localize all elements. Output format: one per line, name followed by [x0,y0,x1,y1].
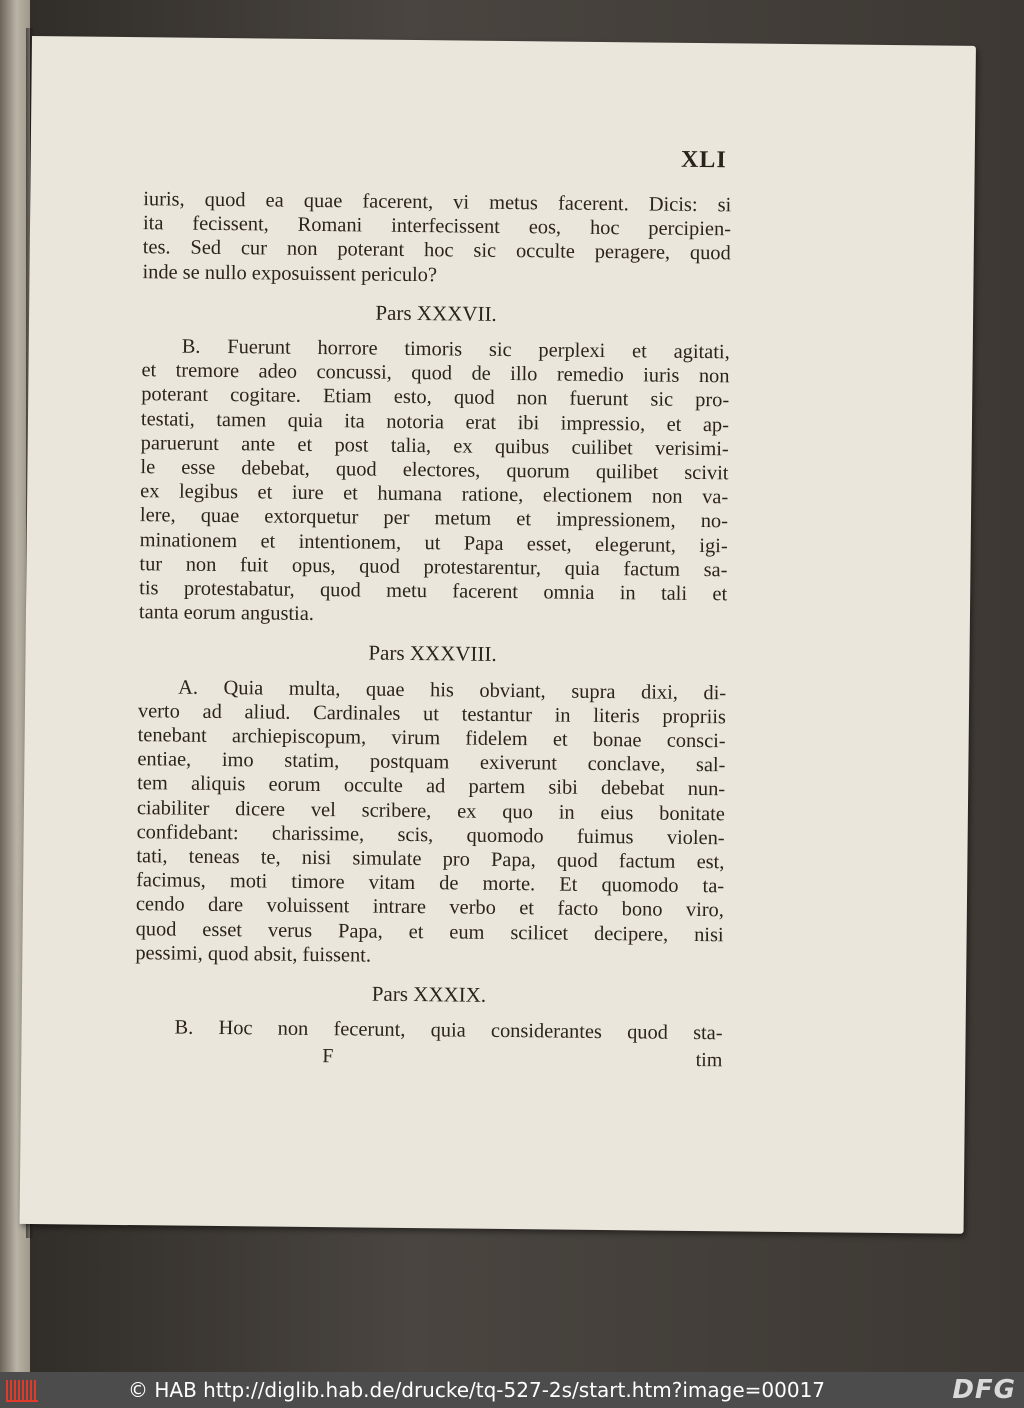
text-line: B. Hoc non fecerunt, quia considerantes quod sta- [174,1016,723,1045]
text-line: pessimi, quod absit, fuissent. [135,942,372,967]
text-line: tis protestabatur, quod metu facerent omnia in tali et [139,577,728,606]
section-heading: Pars XXXVIII. [368,641,497,667]
text-line: cendo dare voluissent intrare verbo et facto bono viro, [135,893,724,922]
catchword: tim [695,1048,723,1071]
text-line: minationem et intentionem, ut Papa esset, elegerunt, igi- [139,528,728,557]
source-credit[interactable]: © HAB http://diglib.hab.de/drucke/tq-527-2s/start.htm?image=00017 [128,1378,826,1402]
text-line: tenebant archiepiscopum, virum fidelem et bonae consci- [137,724,726,753]
text-line: et tremore adeo concussi, quod de illo remedio iuris non [141,359,730,388]
section-heading: Pars XXXIX. [371,981,487,1007]
text-line: tati, teneas te, nisi simulate pro Papa, quod factum est, [136,845,725,874]
hab-barcode-icon [6,1380,38,1402]
text-line: poterant cogitare. Etiam esto, quod non fuerunt sic pro- [141,383,730,412]
page-text [134,187,731,1072]
dfg-logo: DFG [952,1375,1016,1405]
text-line: ex legibus et iure et humana ratione, electionem non va- [140,480,729,509]
text-line: confidebant: charissime, scis, quomodo fuimus violen- [136,821,725,850]
text-line: tur non fuit opus, quod protestarentur, quia factum sa- [139,552,728,582]
book-page [20,36,976,1234]
text-line: le esse debebat, quod electores, quorum quilibet scivit [140,456,729,485]
text-line: tanta eorum angustia. [138,601,315,626]
text-line: B. Fuerunt horrore timoris sic perplexi et agitati, [181,335,730,364]
text-line: ita fecissent, Romani interfecissent eos, hoc percipien- [142,212,732,241]
section-heading: Pars XXXVII. [375,300,497,326]
text-line: quod esset verus Papa, et eum scilicet decipere, nisi [135,917,724,946]
text-line: entiae, imo statim, postquam exiverunt conclave, sal- [137,748,726,777]
text-line: facimus, moti timore vitam de morte. Et quomodo ta- [136,869,725,898]
page-number: XLI [680,146,727,174]
text-line: testati, tamen quia ita notoria erat ibi impressio, et ap- [140,407,730,436]
text-line: tem aliquis eorum occulte ad partem sibi debebat nun- [137,772,726,801]
signature-mark: F [322,1044,334,1067]
text-line: tes. Sed cur non poterant hoc sic occulte peragere, quod [142,236,731,265]
text-line: lere, quae extorquetur per metum et impressionem, no- [139,504,729,533]
text-line: iuris, quod ea quae facerent, vi metus facerent. Dicis: si [143,188,732,217]
text-line: verto ad aliud. Cardinales ut testantur in literis propriis [137,700,727,729]
signature-line [134,1042,722,1072]
text-line: inde se nullo exposuissent periculo? [142,260,438,286]
viewer-footer [0,1372,1024,1408]
text-line: paruerunt ante et post talia, ex quibus cuilibet verisimi- [140,431,729,461]
text-line: A. Quia multa, quae his obviant, supra dixi, di- [178,676,727,704]
text-line: ciabiliter dicere vel scribere, ex quo in eius bonitate [136,796,726,825]
